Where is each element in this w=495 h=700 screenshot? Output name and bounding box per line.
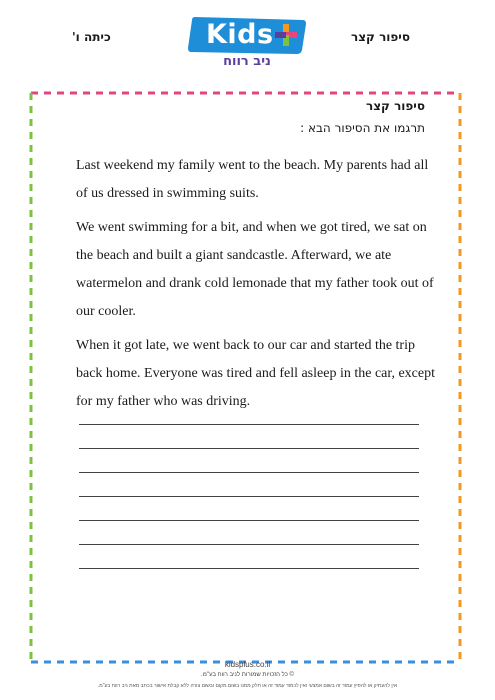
logo-word: Kids xyxy=(206,19,274,50)
answer-line[interactable] xyxy=(79,544,419,545)
story-paragraph: We went swimming for a bit, and when we got tired, we sat on the beach and built a giant sandcastle. Afterward, we ate watermelon and drank cold lemonade that my father took out of our cooler. xyxy=(76,220,434,319)
answer-line[interactable] xyxy=(79,424,419,425)
kids-plus-logo xyxy=(186,16,308,72)
answer-line[interactable] xyxy=(79,448,419,449)
answer-line[interactable] xyxy=(79,472,419,473)
answer-lines xyxy=(79,424,419,592)
footer-legal: אין להעתיק או להפיץ עמוד זה בשום אמצעי ואין לכמוד עמוד זה או חלק ממנו בשום מקום ובשום צורה ללא קבלת אישור בכתב מאת ניב רווח בע"מ. xyxy=(97,683,398,689)
worksheet-title: סיפור קצר xyxy=(366,99,425,113)
subject-label: סיפור קצר xyxy=(351,30,410,44)
grade-label: כיתה ו' xyxy=(72,30,111,44)
story-text xyxy=(76,152,436,422)
instruction-text: תרגמו את הסיפור הבא : xyxy=(300,121,425,135)
plus-icon xyxy=(275,24,297,46)
answer-line[interactable] xyxy=(79,568,419,569)
logo-subtitle: ניב רווח xyxy=(223,54,271,69)
story-paragraph: Last weekend my family went to the beach. My parents had all of us dressed in swimming suits. xyxy=(76,158,429,201)
answer-line[interactable] xyxy=(79,496,419,497)
footer-url[interactable]: kidsplus.co.il xyxy=(224,660,271,669)
footer-copyright: © כל הזכויות שמורות לניב רווח בע"מ. xyxy=(201,672,294,678)
answer-line[interactable] xyxy=(79,520,419,521)
story-paragraph: When it got late, we went back to our car and started the trip back home. Everyone was tired and fell asleep in the car, except for my father who was driving. xyxy=(76,338,436,409)
